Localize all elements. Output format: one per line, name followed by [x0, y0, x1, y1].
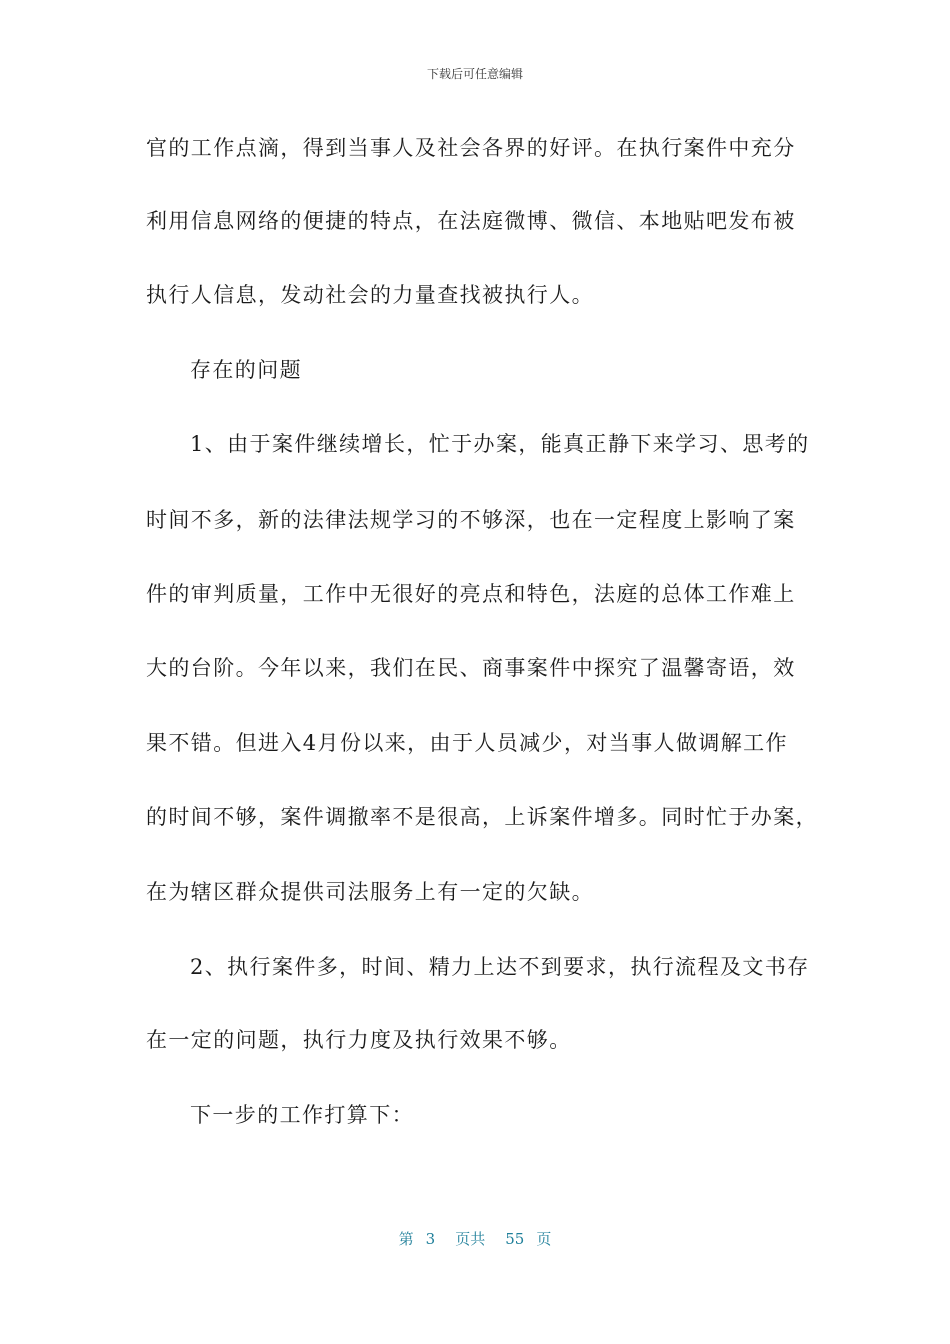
footer-page-number: 3	[425, 1230, 436, 1248]
section-heading: 下一步的工作打算下：	[190, 1103, 414, 1127]
footer-middle: 页共	[455, 1230, 486, 1248]
page-footer	[0, 1229, 950, 1249]
footer-total-pages: 55	[505, 1230, 525, 1248]
paragraph-line: 1、由于案件继续增长，忙于办案，能真正静下来学习、思考的	[190, 432, 810, 456]
paragraph-line: 件的审判质量，工作中无很好的亮点和特色，法庭的总体工作难上	[146, 582, 796, 606]
paragraph-line: 2、执行案件多，时间、精力上达不到要求，执行流程及文书存	[190, 955, 810, 979]
paragraph-line: 官的工作点滴，得到当事人及社会各界的好评。在执行案件中充分	[146, 136, 796, 160]
paragraph-line: 利用信息网络的便捷的特点，在法庭微博、微信、本地贴吧发布被	[146, 209, 796, 233]
footer-suffix: 页	[536, 1230, 552, 1248]
paragraph-line: 在一定的问题，执行力度及执行效果不够。	[146, 1028, 572, 1052]
page-header: 下载后可任意编辑	[426, 67, 523, 81]
paragraph-line: 大的台阶。今年以来，我们在民、商事案件中探究了温馨寄语，效	[146, 656, 796, 680]
paragraph-line: 的时间不够，案件调撤率不是很高，上诉案件增多。同时忙于办案，	[146, 805, 818, 829]
section-heading: 存在的问题	[190, 358, 302, 382]
paragraph-line: 在为辖区群众提供司法服务上有一定的欠缺。	[146, 880, 594, 904]
paragraph-line: 执行人信息，发动社会的力量查找被执行人。	[146, 283, 594, 307]
footer-prefix: 第	[398, 1230, 414, 1248]
paragraph-line: 果不错。但进入4月份以来，由于人员减少，对当事人做调解工作	[146, 731, 788, 755]
paragraph-line: 时间不多，新的法律法规学习的不够深，也在一定程度上影响了案	[146, 508, 796, 532]
